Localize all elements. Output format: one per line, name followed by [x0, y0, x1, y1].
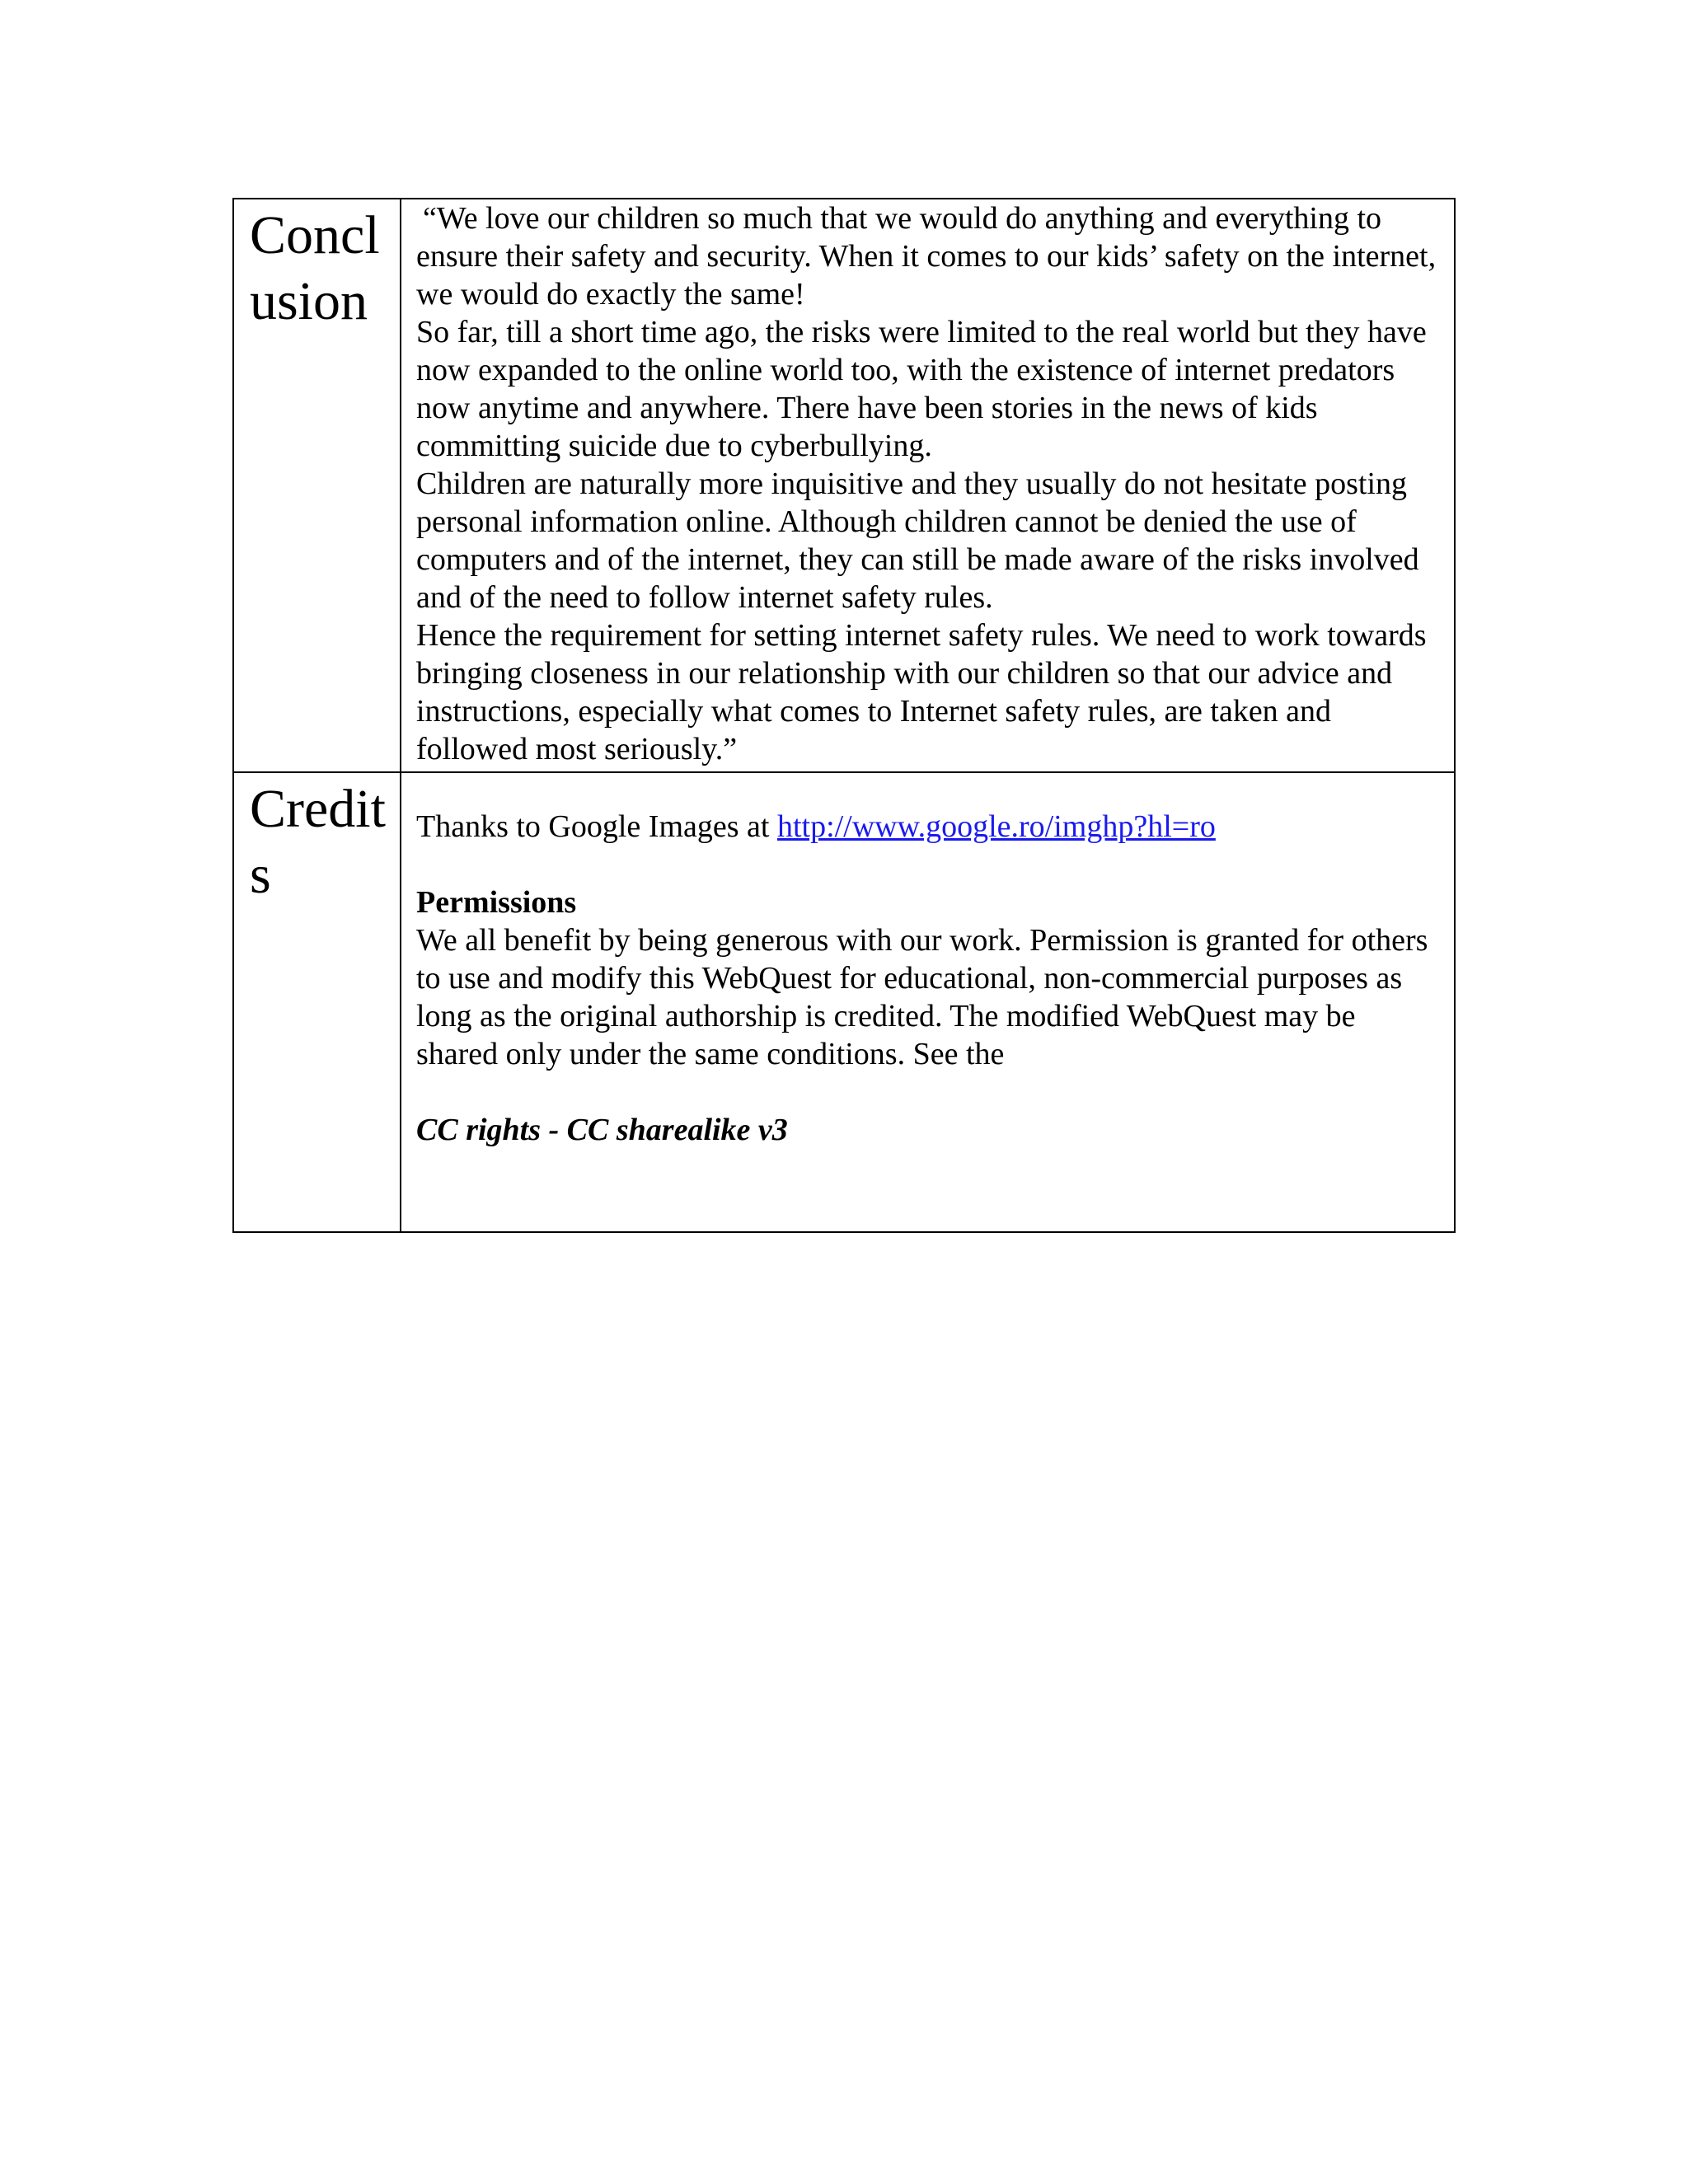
conclusion-paragraph-1: “We love our children so much that we would do anything and everything to ensure their safety and security. When it comes to our kids’ safety on the internet, we would do exactly the same! — [416, 201, 1437, 312]
thanks-line — [416, 808, 1439, 846]
google-images-link[interactable]: http://www.google.ro/imghp?hl=ro — [776, 809, 1216, 844]
permissions-heading: Permissions — [416, 885, 577, 920]
conclusion-body — [401, 199, 1455, 772]
thanks-text: Thanks to Google Images at — [416, 809, 777, 844]
conclusion-row — [233, 199, 1455, 772]
spacer — [416, 1073, 1439, 1111]
permissions-text: We all benefit by being generous with our work. Permission is granted for others to use and modify this WebQuest for educational, non-commercial purposes as long as the original authorship is credited. The modified WebQuest may be shared only under the same conditions. See the — [416, 923, 1428, 1071]
conclusion-label: Conclusion — [233, 199, 401, 772]
credits-body — [401, 772, 1455, 1232]
spacer — [416, 846, 1439, 883]
cc-rights-text: CC rights - CC sharealike v3 — [416, 1113, 788, 1147]
credits-content — [416, 773, 1439, 1149]
conclusion-paragraph-3: Children are naturally more inquisitive and they usually do not hesitate posting personal information online. Although children cannot be denied the use of computers and of the internet, they can still be made aware of the risks involved and of the need to follow internet safety rules. — [416, 466, 1419, 615]
conclusion-paragraph-4: Hence the requirement for setting internet safety rules. We need to work towards bringing closeness in our relationship with our children so that our advice and instructions, especially what comes to Internet safety rules, are taken and followed most seriously.” — [416, 618, 1427, 766]
credits-label: Credits — [233, 772, 401, 1232]
conclusion-paragraph-2: So far, till a short time ago, the risks were limited to the real world but they have now expanded to the online world too, with the existence of internet predators now anytime and anywhere. There have been stories in the news of kids committing suicide due to cyberbullying. — [416, 315, 1427, 463]
credits-row — [233, 772, 1455, 1232]
content-table — [232, 198, 1456, 1233]
